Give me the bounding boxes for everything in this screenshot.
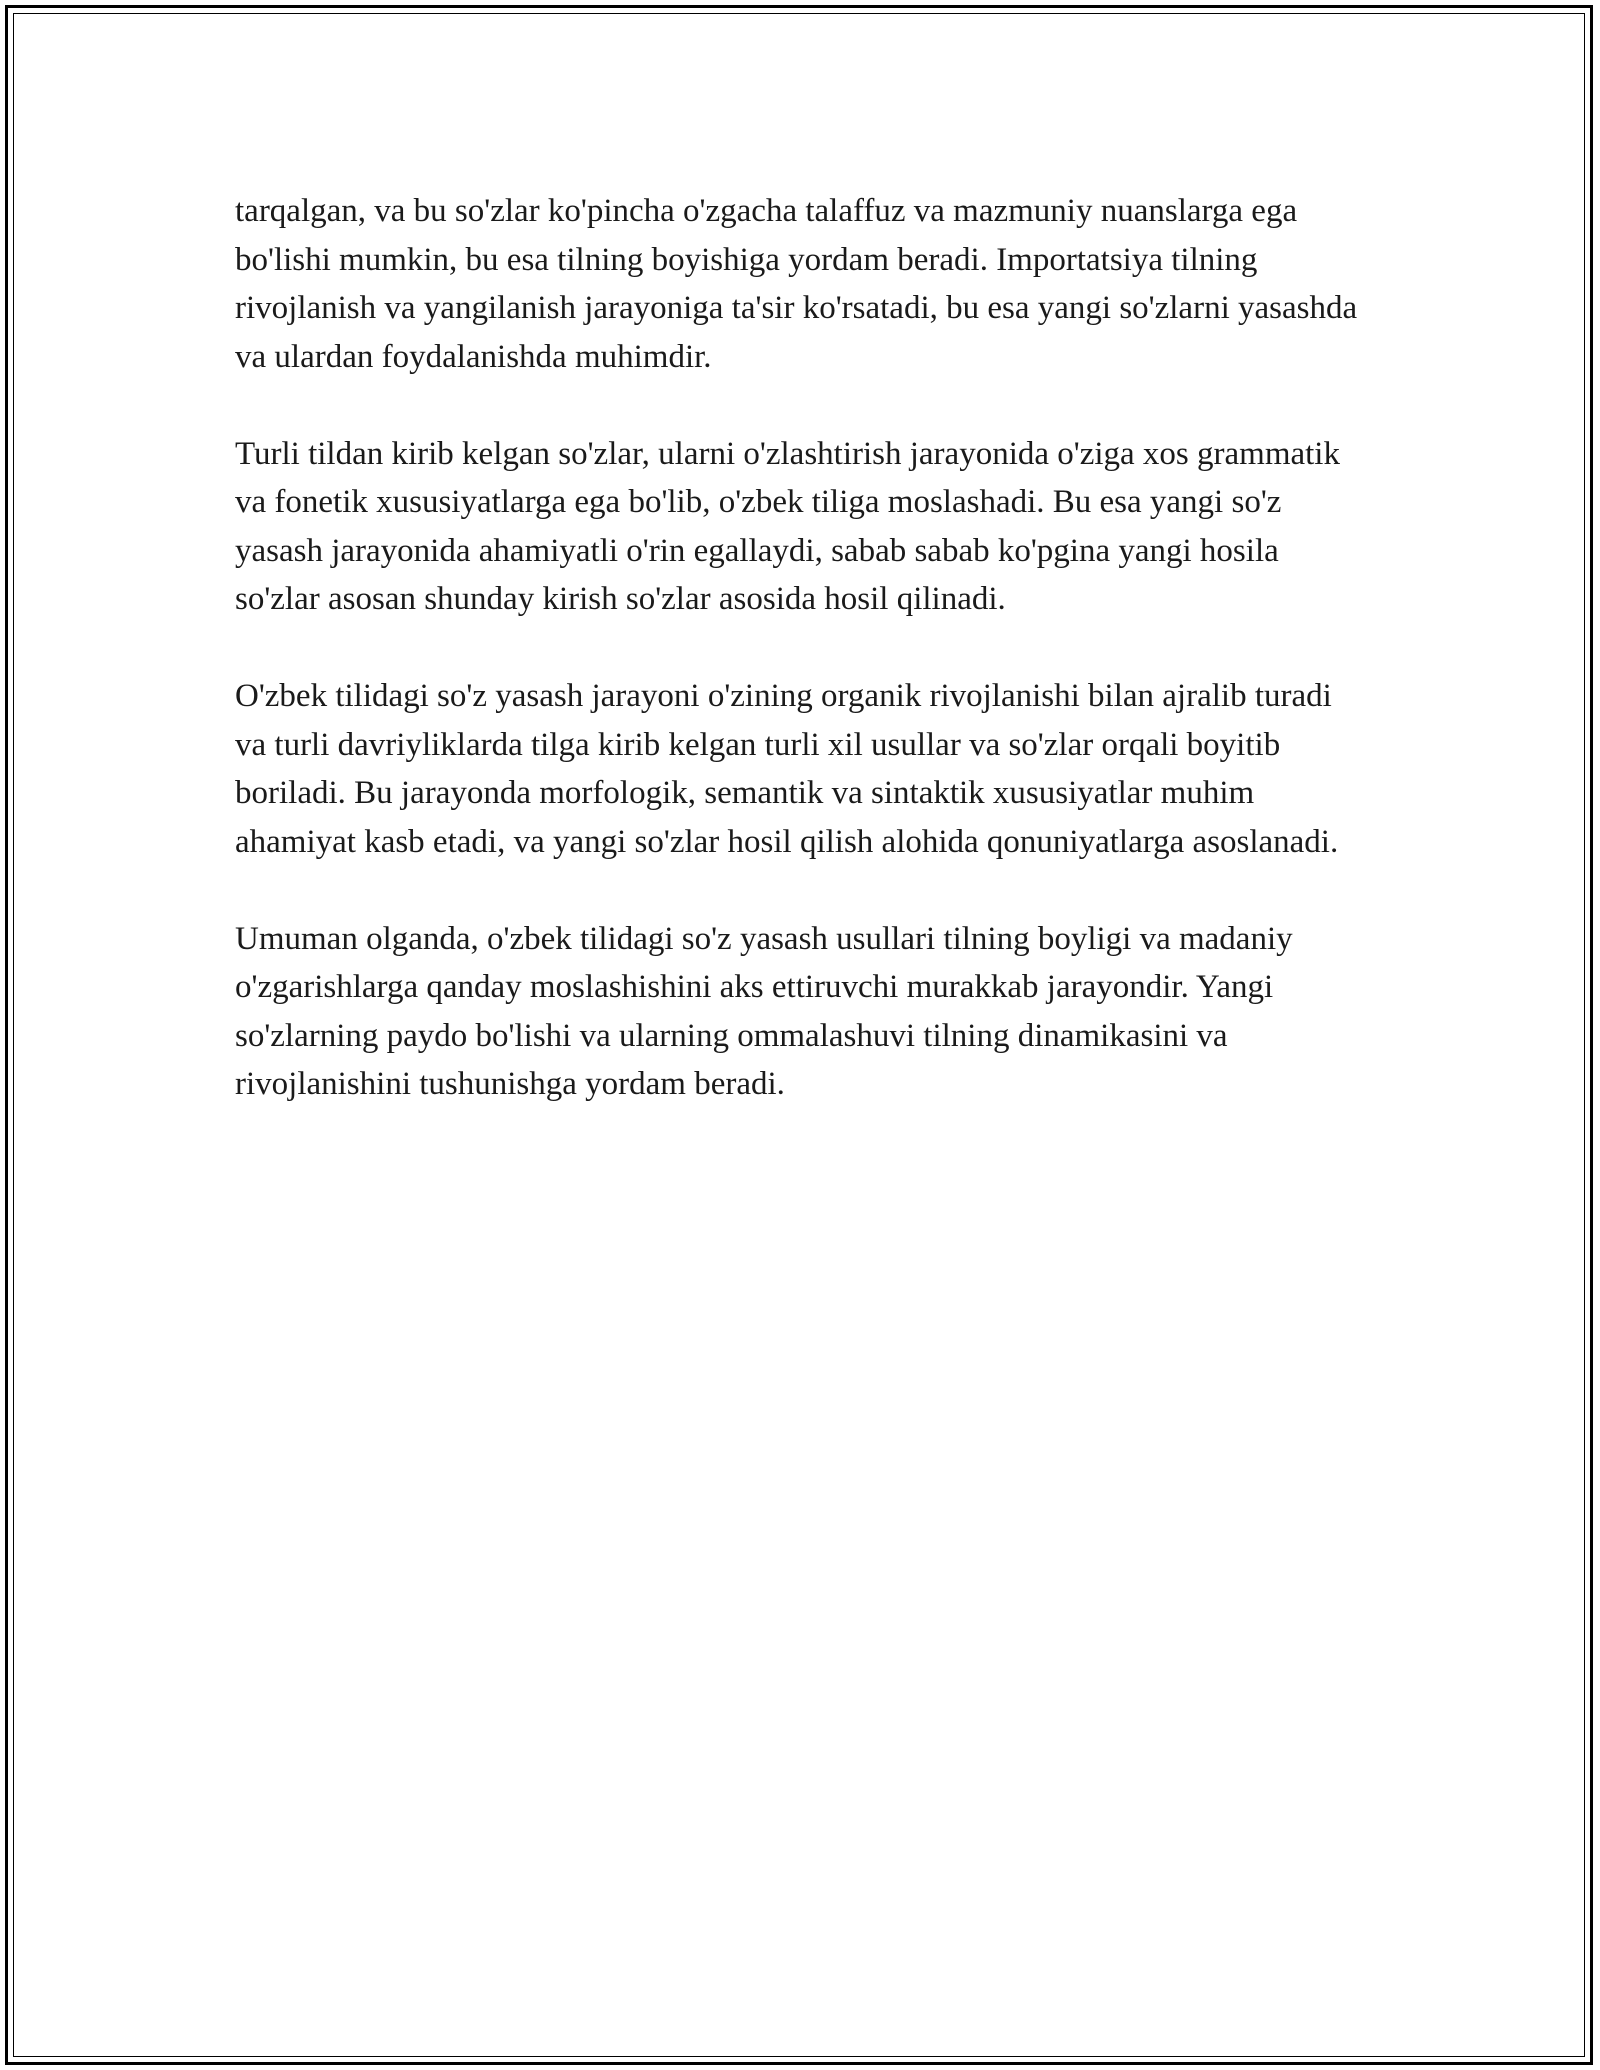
paragraph-2: Turli tildan kirib kelgan so'zlar, ularni o'zlashtirish jarayonida o'ziga xos grammatik va fonetik xususiyatlarga ega bo'lib, o'zbek tiliga moslashadi. Bu esa yangi so'z yasash jarayonida ahamiyatli o'rin egallaydi, sabab sabab ko'pgina yangi hosila so'zlar asosan shunday kirish so'zlar asosida hosil qilinadi. — [235, 435, 1340, 617]
document-body — [235, 187, 1370, 1157]
paragraph-1: tarqalgan, va bu so'zlar ko'pincha o'zgacha talaffuz va mazmuniy nuanslarga ega bo'lishi mumkin, bu esa tilning boyishiga yordam beradi. Importatsiya tilning rivojlanish va yangilanish jarayoniga ta'sir ko'rsatadi, bu esa yangi so'zlarni yasashda va ulardan foydalanishda muhimdir. — [235, 193, 1358, 375]
paragraph-3: O'zbek tilidagi so'z yasash jarayoni o'zining organik rivojlanishi bilan ajralib turadi va turli davriyliklarda tilga kirib kelgan turli xil usullar va so'zlar orqali boyitib boriladi. Bu jarayonda morfologik, semantik va sintaktik xususiyatlar muhim ahamiyat kasb etadi, va yangi so'zlar hosil qilish alohida qonuniyatlarga asoslanadi. — [235, 678, 1339, 860]
paragraph-4: Umuman olganda, o'zbek tilidagi so'z yasash usullari tilning boyligi va madaniy o'zgarishlarga qanday moslashishini aks ettiruvchi murakkab jarayondir. Yangi so'zlarning paydo bo'lishi va ularning ommalashuvi tilning dinamikasini va rivojlanishini tushunishga yordam beradi. — [235, 920, 1293, 1102]
